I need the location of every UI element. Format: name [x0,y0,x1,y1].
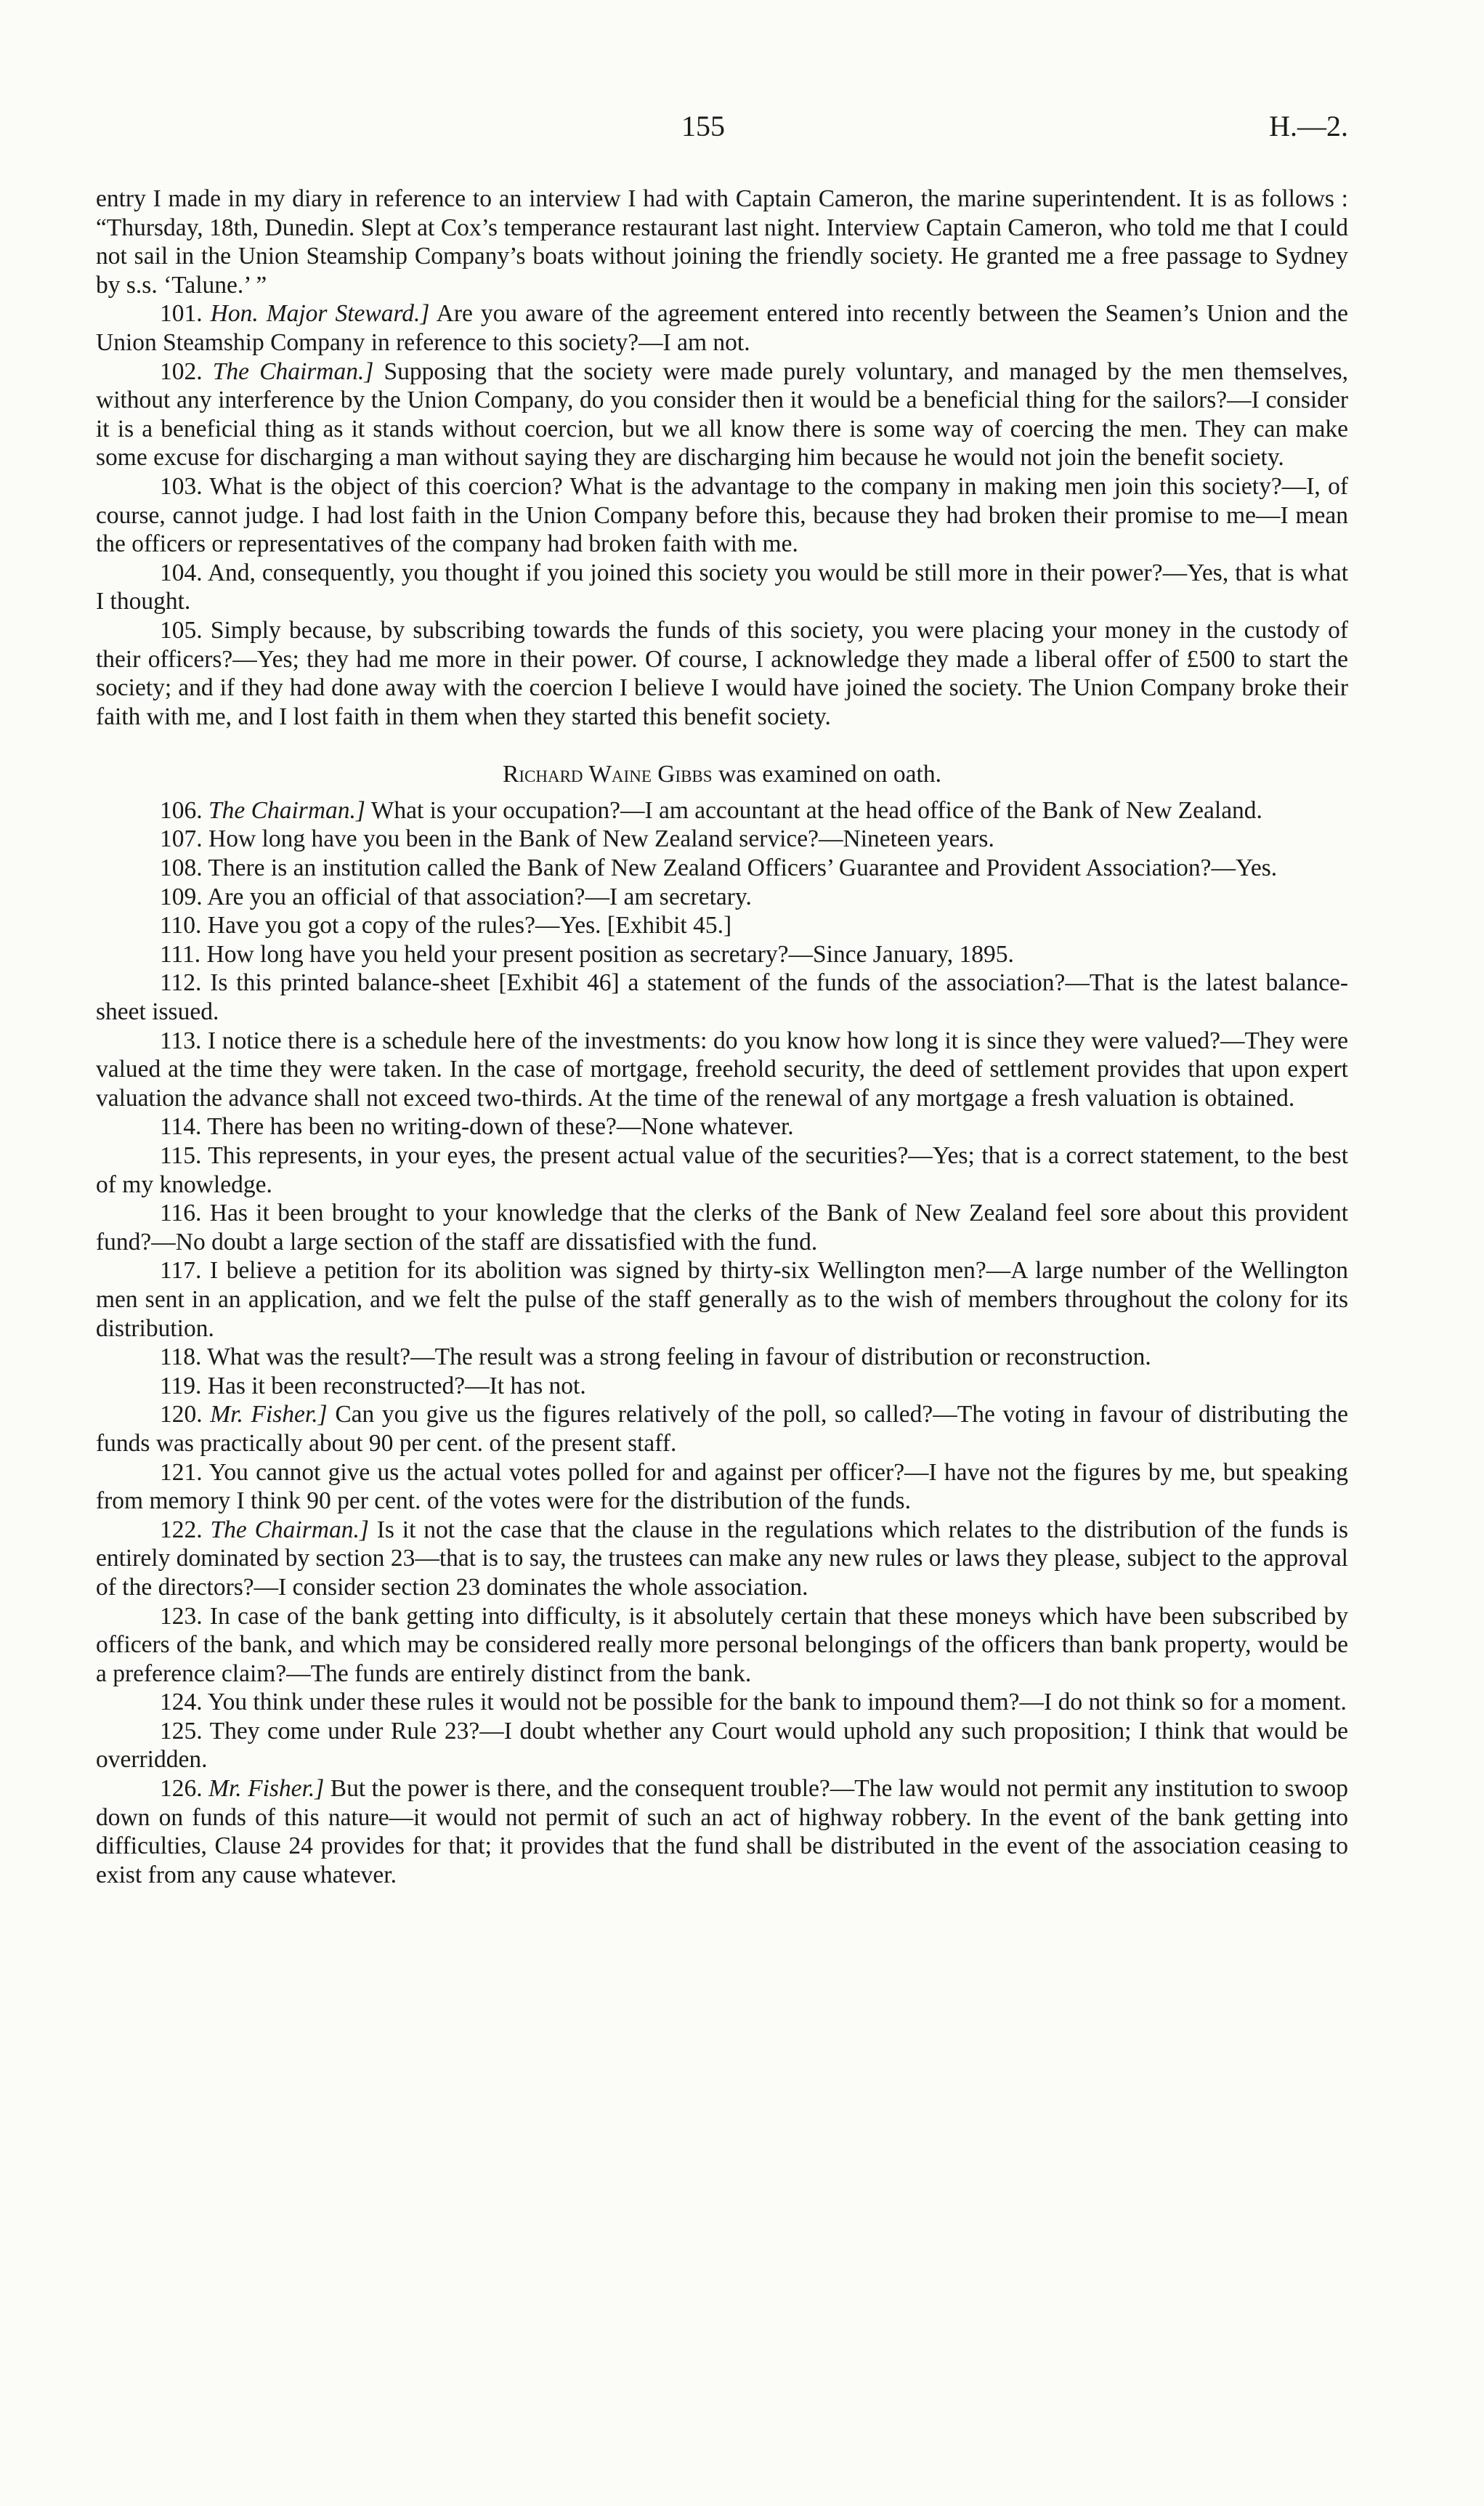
question-123 [96,1602,1348,1689]
question-text: There has been no writing-down of these?—None whatever. [207,1113,794,1141]
question-number: 119. [160,1372,202,1399]
witness-heading [96,760,1348,789]
question-number: 110. [160,912,202,939]
question-number: 116. [160,1200,202,1227]
question-text: What was the result?—The result was a strong feeling in favour of distribution or reconstruction. [207,1343,1151,1371]
question-124 [96,1688,1348,1717]
page-header [96,109,1348,153]
question-number: 102. [160,357,203,385]
question-number: 107. [160,825,203,853]
question-number: 118. [160,1343,202,1371]
question-number: 108. [160,854,203,882]
question-number: 105. [160,616,203,644]
question-number: 112. [160,969,202,997]
question-109 [96,883,1348,912]
question-text: Has it been reconstructed?—It has not. [207,1372,586,1399]
question-103 [96,472,1348,559]
question-112 [96,969,1348,1026]
question-number: 123. [160,1602,203,1630]
witness-suffix: was examined on oath. [718,761,941,788]
question-text: But the power is there, and the consequent trouble?—The law would not permit any institution to swoop down on funds of this nature—it would not permit of such an act of highway robbery. In the event of the bank getting into difficulties, Clause 24 provides for that; it provides that the fund shall be distributed in the event of the association ceasing to exist from any cause whatever. [96,1775,1349,1888]
question-125 [96,1717,1348,1774]
question-number: 114. [160,1113,202,1141]
question-126 [96,1774,1348,1889]
question-number: 104. [160,559,203,586]
question-number: 122. [160,1516,203,1543]
question-number: 103. [160,472,203,500]
question-text: In case of the bank getting into difficulty, is it absolutely certain that these moneys which have been subscribed by officers of the bank, and which may be considered really more personal belongings of the officers than bank property, would be a preference claim?—The funds are entirely distinct from the bank. [96,1602,1349,1687]
document-reference: H.—2. [1269,110,1348,142]
question-text: And, consequently, you thought if you joined this society you would be still more in their power?—Yes, that is what I thought. [96,559,1349,615]
question-number: 117. [160,1257,202,1285]
question-113 [96,1027,1348,1113]
question-text: I believe a petition for its abolition was signed by thirty-six Wellington men?—A large number of the Wellington men sent in an application, and we felt the pulse of the staff generally as to the wish of members throughout the colony for its distribution. [96,1257,1349,1342]
question-114 [96,1112,1348,1141]
question-text: You cannot give us the actual votes polled for and against per officer?—I have not the figures by me, but speaking from memory I think 90 per cent. of the votes were for the distribution of the funds. [96,1458,1349,1515]
question-119 [96,1372,1348,1401]
question-text: You think under these rules it would not be possible for the bank to impound them?—I do not think so for a moment. [207,1689,1347,1716]
question-text: Are you aware of the agreement entered into recently between the Seamen’s Union and the Union Steamship Company in reference to this society?—I am not. [96,300,1349,356]
question-text: What is the object of this coercion? What is the advantage to the company in making men join this society?—I, of course, cannot judge. I had lost faith in the Union Company before this, because they had broken their promise to me—I mean the officers or representatives of the company had broken faith with me. [96,472,1348,558]
question-104 [96,559,1348,616]
question-text: Has it been brought to your knowledge that the clerks of the Bank of New Zealand feel sore about this provident fund?—No doubt a large section of the staff are dissatisfied with the fund. [96,1200,1349,1256]
question-111 [96,940,1348,969]
speaker: Hon. Major Steward.] [210,300,430,328]
question-text: Simply because, by subscribing towards the funds of this society, you were placing your money in the custody of their officers?—Yes; they had me more in their power. Of course, I acknowledge they made a liberal offer of £500 to start the society; and if they had done away with the coercion I believe I would have joined the society. The Union Company broke their faith with me, and I lost faith in them when they started this benefit society. [96,616,1349,730]
question-number: 101. [160,300,203,328]
document-page [96,109,1348,1889]
speaker: The Chairman.] [210,1516,369,1543]
question-121 [96,1458,1348,1516]
question-120 [96,1400,1348,1458]
speaker: The Chairman.] [212,357,374,385]
question-text: Are you an official of that association?—I am secretary. [207,883,752,910]
question-number: 120. [160,1401,203,1428]
question-number: 111. [160,940,201,968]
question-101 [96,299,1348,357]
question-number: 124. [160,1689,203,1716]
speaker: Mr. Fisher.] [208,1775,325,1803]
question-number: 121. [160,1458,203,1486]
question-118 [96,1343,1348,1372]
document-body [96,185,1348,1889]
question-116 [96,1199,1348,1256]
question-text: Is this printed balance-sheet [Exhibit 46] a statement of the funds of the association?—That is the latest balance-sheet issued. [96,969,1348,1026]
speaker: The Chairman.] [208,796,365,824]
question-text: How long have you held your present position as secretary?—Since January, 1895. [206,940,1014,968]
speaker: Mr. Fisher.] [210,1401,328,1428]
question-117 [96,1256,1348,1343]
question-text: There is an institution called the Bank of New Zealand Officers’ Guarantee and Provident Association?—Yes. [208,854,1278,882]
question-number: 109. [160,883,203,910]
question-number: 115. [160,1142,202,1169]
question-108 [96,854,1348,883]
question-text: Supposing that the society were made purely voluntary, and managed by the men themselves, without any interference by the Union Company, do you consider then it would be a beneficial thing for the sailors?—I consider it is a beneficial thing as it stands without coercion, but we all know there is some way of coercing the men. They can make some excuse for discharging a man without saying they are discharging him because he would not join the benefit society. [96,357,1349,472]
question-110 [96,911,1348,940]
question-number: 113. [160,1027,202,1054]
question-115 [96,1141,1348,1199]
question-102 [96,357,1348,472]
question-text: They come under Rule 23?—I doubt whether any Court would uphold any such proposition; I think that would be overridden. [96,1717,1348,1774]
question-105 [96,616,1348,731]
question-text: This represents, in your eyes, the present actual value of the securities?—Yes; that is a correct statement, to the best of my knowledge. [96,1142,1348,1198]
question-text: Have you got a copy of the rules?—Yes. [Exhibit 45.] [207,912,732,939]
paragraph-continued: entry I made in my diary in reference to an interview I had with Captain Cameron, the marine superintendent. It is as follows : “Thursday, 18th, Dunedin. Slept at Cox’s temperance restaurant last night. Interview Captain Cameron, who told me that I could not sail in the Union Steamship Company’s boats without joining the friendly society. He granted me a free passage to Sydney by s.s. ‘Talune.’ ” [96,185,1348,299]
question-text: Is it not the case that the clause in the regulations which relates to the distribution of the funds is entirely dominated by section 23—that is to say, the trustees can make any new rules or laws they please, subject to the approval of the directors?—I consider section 23 dominates the whole association. [96,1516,1349,1601]
question-number: 126. [160,1775,203,1803]
witness-name: Richard Waine Gibbs [503,761,713,788]
question-text: How long have you been in the Bank of New Zealand service?—Nineteen years. [208,825,994,853]
question-107 [96,825,1348,854]
question-text: What is your occupation?—I am accountant at the head office of the Bank of New Zealand. [370,796,1262,824]
question-122 [96,1516,1348,1602]
question-text: I notice there is a schedule here of the investments: do you know how long it is since they were valued?—They were valued at the time they were taken. In the case of mortgage, freehold security, the deed of settlement provides that upon expert valuation the advance shall not exceed two-thirds. At the time of the renewal of any mortgage a fresh valuation is obtained. [96,1027,1349,1112]
question-number: 125. [160,1717,203,1745]
question-number: 106. [160,796,203,824]
question-106 [96,796,1348,825]
page-number: 155 [681,110,725,142]
question-text: Can you give us the figures relatively of the poll, so called?—The voting in favour of distributing the funds was practically about 90 per cent. of the present staff. [96,1401,1349,1457]
